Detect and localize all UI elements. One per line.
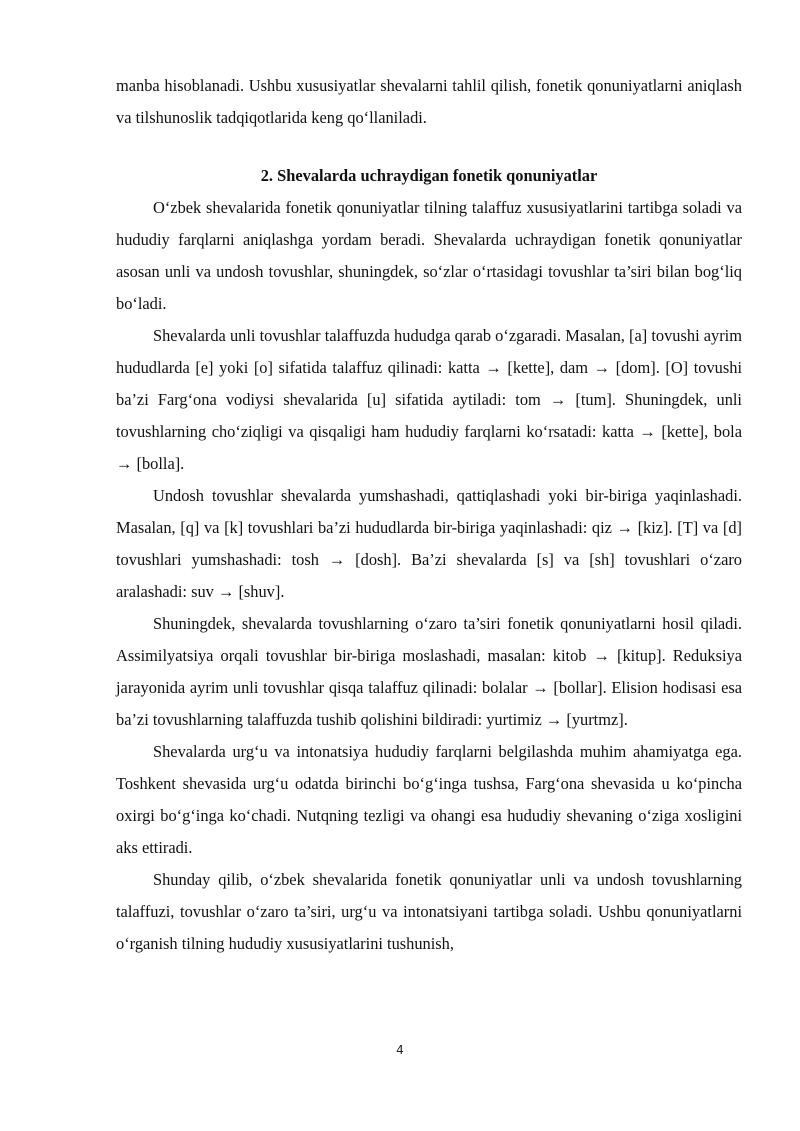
body-paragraph-6: Shunday qilib, oʻzbek shevalarida fonetik qonuniyatlar unli va undosh tovushlarning talaffuzi, tovushlar oʻzaro ta’siri, urgʻu va intonatsiyani tartibga soladi. Ushbu qonuniyatlarni oʻrganish tilning hududiy xususiyatlarini tushunish, — [116, 870, 742, 953]
body-paragraph-2: Shevalarda unli tovushlar talaffuzda hududga qarab oʻzgaradi. Masalan, [a] tovushi ayrim hududlarda [e] yoki [o] sifatida talaffuz qilinadi: katta → [kette], dam → [dom]. [O] tovushi ba’zi Fargʻona vodiysi shevalarida [u] sifatida aytiladi: tom → [tum]. Shuningdek, unli tovushlarning choʻziqligi va qisqaligi ham hududiy farqlarni koʻrsatadi: katta → [kette], bola → [bolla]. — [116, 326, 742, 473]
document-page — [116, 70, 742, 960]
page-number: 4 — [396, 1043, 404, 1057]
body-paragraph-1: Oʻzbek shevalarida fonetik qonuniyatlar tilning talaffuz xususiyatlarini tartibga soladi va hududiy farqlarni aniqlashga yordam beradi. Shevalarda uchraydigan fonetik qonuniyatlar asosan unli va undosh tovushlar, shuningdek, soʻzlar oʻrtasidagi tovushlar ta’siri bilan bogʻliq boʻladi. — [116, 198, 742, 313]
body-paragraph-3: Undosh tovushlar shevalarda yumshashadi, qattiqlashadi yoki bir-biriga yaqinlashadi. Masalan, [q] va [k] tovushlari ba’zi hududlarda bir-biriga yaqinlashadi: qiz → [kiz]. [T] va [d] tovushlari yumshashadi: tosh → [dosh]. Ba’zi shevalarda [s] va [sh] tovushlari oʻzaro aralashadi: suv → [shuv]. — [116, 486, 742, 601]
intro-paragraph: manba hisoblanadi. Ushbu xususiyatlar shevalarni tahlil qilish, fonetik qonuniyatlarni aniqlash va tilshunoslik tadqiqotlarida keng qoʻllaniladi. — [116, 76, 742, 127]
body-paragraph-4: Shuningdek, shevalarda tovushlarning oʻzaro ta’siri fonetik qonuniyatlarni hosil qiladi. Assimilyatsiya orqali tovushlar bir-biriga moslashadi, masalan: kitob → [kitup]. Reduksiya jarayonida ayrim unli tovushlar qisqa talaffuz qilinadi: bolalar → [bollar]. Elision hodisasi esa ba’zi tovushlarning talaffuzda tushib qolishini bildiradi: yurtimiz → [yurtmz]. — [116, 614, 742, 729]
section-heading: 2. Shevalarda uchraydigan fonetik qonuniyatlar — [260, 166, 598, 185]
body-paragraph-5: Shevalarda urgʻu va intonatsiya hududiy farqlarni belgilashda muhim ahamiyatga ega. Toshkent shevasida urgʻu odatda birinchi boʻgʻinga tushsa, Fargʻona shevasida u koʻpincha oxirgi boʻgʻinga koʻchadi. Nutqning tezligi va ohangi esa hududiy shevaning oʻziga xosligini aks ettiradi. — [116, 742, 742, 857]
